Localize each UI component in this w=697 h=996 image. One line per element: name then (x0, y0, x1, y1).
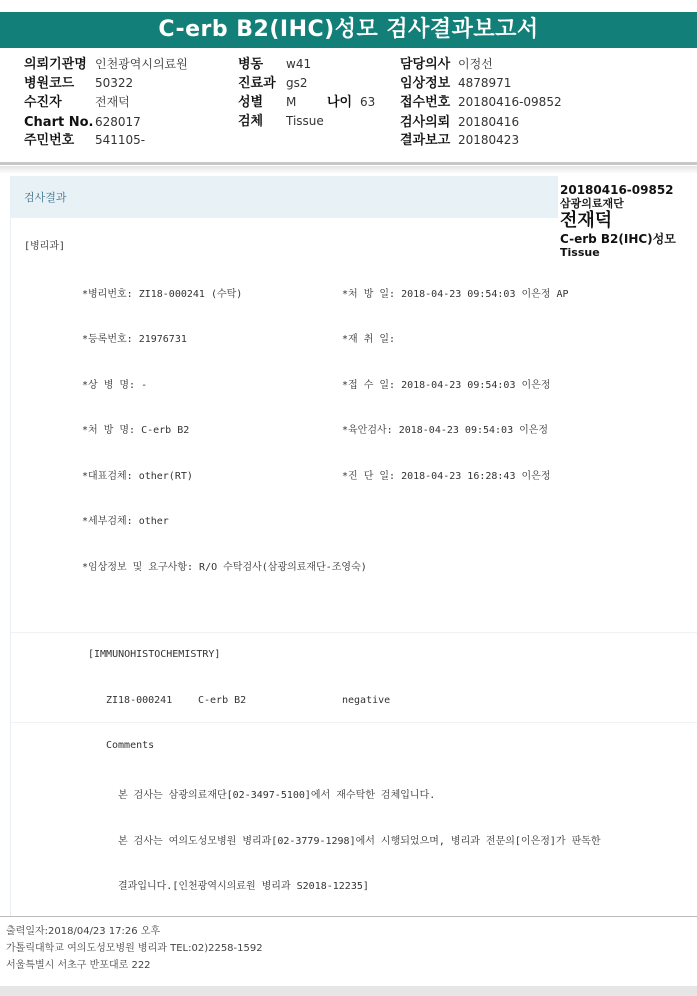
clinical-info-value: 4878971 (458, 76, 512, 90)
ihc-marker: C-erb B2 (198, 695, 247, 706)
result-report-label: 결과보고 (400, 133, 451, 148)
department-value: gs2 (286, 76, 308, 90)
age-value: 63 (360, 95, 376, 109)
patient-name-value: 전재덕 (95, 95, 130, 109)
header-divider (0, 162, 697, 165)
clinical-info-label: 임상정보 (400, 76, 451, 91)
ihc-heading: [IMMUNOHISTOCHEMISTRY] (88, 649, 221, 660)
stamp-test-name: C-erb B2(IHC)성모 (560, 232, 676, 246)
age-label: 나이 (327, 95, 353, 110)
registration-number: *등록번호: 21976731 (82, 334, 187, 345)
recollection-date: *재 취 일: (342, 334, 396, 345)
receipt-date: *접 수 일: 2018-04-23 09:54:03 이은정 (342, 380, 551, 391)
sex-value: M (286, 95, 297, 109)
resident-no-row (24, 132, 146, 149)
hospital-code-label: 병원코드 (24, 76, 75, 91)
patient-name-label: 수진자 (24, 95, 62, 110)
ward-value: w41 (286, 57, 312, 71)
stamp-organization: 삼광의료재단 (560, 197, 624, 210)
hospital-code-value: 50322 (95, 76, 134, 90)
result-report-row (400, 132, 520, 149)
specimen-label: 검체 (238, 114, 264, 129)
test-request-value: 20180416 (458, 115, 520, 129)
patient-name-row (24, 94, 130, 111)
hospital-address: 서울특별시 서초구 반포대로 222 (6, 960, 151, 971)
accession-no-row (400, 94, 562, 111)
footer-divider (0, 916, 697, 917)
attending-physician-row (400, 56, 493, 73)
referring-institution-value: 인천광역시의료원 (95, 57, 188, 71)
ihc-specimen-number: ZI18-000241 (106, 695, 173, 706)
stamp-patient-name: 전재덕 (560, 210, 613, 231)
bottom-edge (0, 986, 697, 996)
order-name: *처 방 명: C-erb B2 (82, 425, 190, 436)
sex-row (238, 94, 297, 111)
stamp-number: 20180416-09852 (560, 183, 674, 197)
referring-institution-label: 의뢰기관명 (24, 57, 87, 72)
page-shadow (0, 166, 697, 174)
result-section-header (10, 176, 558, 218)
sex-label: 성별 (238, 95, 264, 110)
hospital-code-row (24, 75, 134, 92)
department-tag: [병리과] (24, 241, 66, 252)
department-row (238, 75, 308, 92)
specimen-value: Tissue (286, 114, 324, 128)
clinical-info-row (400, 75, 512, 92)
representative-specimen: *대표검체: other(RT) (82, 471, 193, 482)
specimen-stamp (560, 184, 694, 259)
result-section-label: 검사결과 (24, 191, 67, 204)
test-request-label: 검사의뢰 (400, 115, 451, 130)
chart-no-row (24, 114, 141, 131)
gross-exam-date: *육안검사: 2018-04-23 09:54:03 이은정 (342, 425, 549, 436)
ward-row (238, 56, 312, 73)
ward-label: 병동 (238, 57, 264, 72)
comment-line-3: 결과입니다.[인천광역시의료원 병리과 S2018-12235] (118, 881, 369, 892)
age-row (327, 94, 376, 111)
result-separator (10, 722, 697, 723)
report-title: C-erb B2(IHC)성모 검사결과보고서 (0, 12, 697, 48)
hospital-contact: 가톨릭대학교 여의도성모병원 병리과 TEL:02)2258-1592 (6, 943, 263, 954)
print-date: 출력일자:2018/04/23 17:26 오후 (6, 926, 161, 937)
comments-label: Comments (106, 740, 155, 751)
result-report-value: 20180423 (458, 133, 520, 147)
specimen-row (238, 113, 324, 130)
accession-no-value: 20180416-09852 (458, 95, 562, 109)
accession-no-label: 접수번호 (400, 95, 451, 110)
stamp-specimen: Tissue (560, 246, 600, 259)
comment-line-1: 본 검사는 삼광의료재단[02-3497-5100]에서 재수탁한 검체입니다. (118, 790, 436, 801)
department-label: 진료과 (238, 76, 276, 91)
section-separator (10, 632, 697, 633)
detail-specimen: *세부검체: other (82, 516, 169, 527)
clinical-request: *임상정보 및 요구사항: R/O 수탁검사(삼광의료재단-조영숙) (82, 562, 367, 573)
ihc-result: negative (342, 695, 391, 706)
chart-no-label: Chart No. (24, 115, 94, 130)
diagnosis-name: *상 병 명: - (82, 380, 148, 391)
comment-line-2: 본 검사는 여의도성모병원 병리과[02-3779-1298]에서 시행되었으며, 병리과 전문의[이은정]가 판독한 (118, 836, 601, 847)
test-request-row (400, 114, 520, 131)
diagnosis-date: *진 단 일: 2018-04-23 16:28:43 이은정 (342, 471, 551, 482)
attending-physician-label: 담당의사 (400, 57, 451, 72)
pathology-number: *병리번호: ZI18-000241 (수탁) (82, 289, 243, 300)
attending-physician-value: 이정선 (458, 57, 493, 71)
resident-no-value: 541105- (95, 133, 146, 147)
resident-no-label: 주민번호 (24, 133, 75, 148)
patient-info-header (0, 50, 697, 162)
chart-no-value: 628017 (95, 115, 141, 129)
order-date: *처 방 일: 2018-04-23 09:54:03 이은정 AP (342, 289, 569, 300)
referring-institution-row (24, 56, 188, 73)
